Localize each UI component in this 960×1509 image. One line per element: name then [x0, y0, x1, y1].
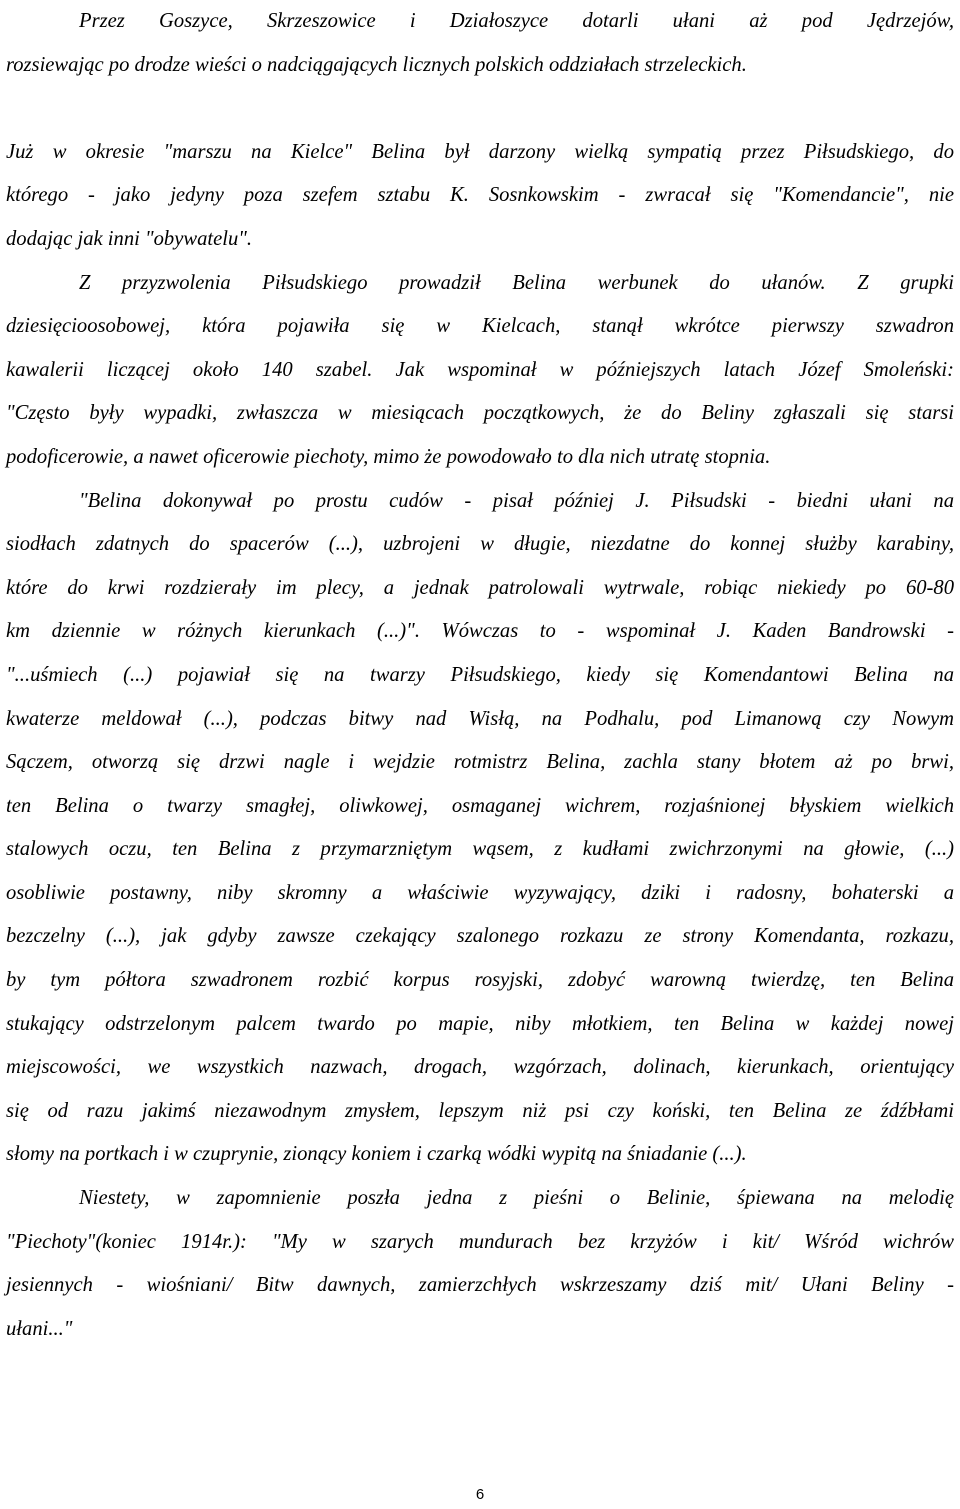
text-line: się od razu jakimś niezawodnym zmysłem, lepszym niż psi czy koński, ten Belina ze źdźbłami: [6, 1099, 954, 1122]
document-body: [6, 0, 954, 1351]
text-line: Przez Goszyce, Skrzeszowice i Działoszyce dotarli ułani aż pod Jędrzejów,: [79, 10, 954, 32]
text-line: osobliwie postawny, niby skromny a właściwie wyzywający, dziki i radosny, bohaterski a: [6, 881, 954, 904]
text-line: kawalerii liczącej około 140 szabel. Jak wspominał w późniejszych latach Józef Smoleński:: [6, 358, 954, 381]
text-line: stalowych oczu, ten Belina z przymarzniętym wąsem, z kudłami zwichrzonymi na głowie, (...): [6, 838, 954, 861]
text-line: km dziennie w różnych kierunkach (...)". Wówczas to - wspominał J. Kaden Bandrowski -: [6, 620, 954, 643]
text-line: Z przyzwolenia Piłsudskiego prowadził Belina werbunek do ułanów. Z grupki: [79, 271, 954, 294]
text-line: "Często były wypadki, zwłaszcza w miesiącach początkowych, że do Beliny zgłaszali się starsi: [6, 402, 954, 425]
text-line: którego - jako jedyny poza szefem sztabu K. Sosnkowskim - zwracał się "Komendancie", nie: [6, 184, 954, 207]
text-line: bezczelny (...), jak gdyby zawsze czekający szalonego rozkazu ze strony Komendanta, rozkazu,: [6, 925, 954, 948]
text-line: dziesięcioosobowej, która pojawiła się w Kielcach, stanął wkrótce pierwszy szwadron: [6, 315, 954, 338]
text-line: Już w okresie "marszu na Kielce" Belina był darzony wielką sympatią przez Piłsudskiego, do: [6, 140, 954, 163]
text-line: słomy na portkach i w czuprynie, zionący koniem i czarką wódki wypitą na śniadanie (...).: [6, 1143, 747, 1166]
text-line: podoficerowie, a nawet oficerowie piechoty, mimo że powodowało to dla nich utratę stopnia.: [6, 445, 771, 468]
text-line: kwaterze meldował (...), podczas bitwy nad Wisłą, na Podhalu, pod Limanową czy Nowym: [6, 707, 954, 730]
text-line: stukający odstrzelonym palcem twardo po mapie, niby młotkiem, ten Belina w każdej nowej: [6, 1012, 954, 1035]
text-line: które do krwi rozdzierały im plecy, a jednak patrolowali wytrwale, robiąc niekiedy po 60-80: [6, 576, 954, 599]
text-line: "Belina dokonywał po prostu cudów - pisał później J. Piłsudski - biedni ułani na: [79, 489, 954, 512]
page-number: 6: [475, 1486, 485, 1503]
text-line: siodłach zdatnych do spacerów (...), uzbrojeni w długie, niezdatne do konnej służby karabiny,: [6, 533, 954, 556]
text-line: "Piechoty"(koniec 1914r.): "My w szarych mundurach bez krzyżów i kit/ Wśród wichrów: [6, 1230, 954, 1253]
text-line: ułani...": [6, 1317, 73, 1340]
text-line: "...uśmiech (...) pojawiał się na twarzy Piłsudskiego, kiedy się Komendantowi Belina na: [6, 663, 954, 686]
text-line: ten Belina o twarzy smagłej, oliwkowej, osmaganej wichrem, rozjaśnionej błyskiem wielkich: [6, 794, 954, 817]
text-line: rozsiewając po drodze wieści o nadciągających licznych polskich oddziałach strzeleckich.: [6, 53, 747, 76]
text-line: jesiennych - wiośniani/ Bitw dawnych, zamierzchłych wskrzeszamy dziś mit/ Ułani Beliny -: [6, 1274, 954, 1297]
text-line: by tym półtora szwadronem rozbić korpus rosyjski, zdobyć warowną twierdzę, ten Belina: [6, 969, 954, 992]
text-line: Niestety, w zapomnienie poszła jedna z pieśni o Belinie, śpiewana na melodię: [79, 1187, 954, 1210]
text-line: dodając jak inni "obywatelu".: [6, 227, 253, 250]
text-line: Sączem, otworzą się drzwi nagle i wejdzie rotmistrz Belina, zachla stany błotem aż po brwi,: [6, 751, 954, 774]
paragraph-gap: [6, 87, 954, 131]
text-line: miejscowości, we wszystkich nazwach, drogach, wzgórzach, dolinach, kierunkach, orientujący: [6, 1056, 954, 1079]
